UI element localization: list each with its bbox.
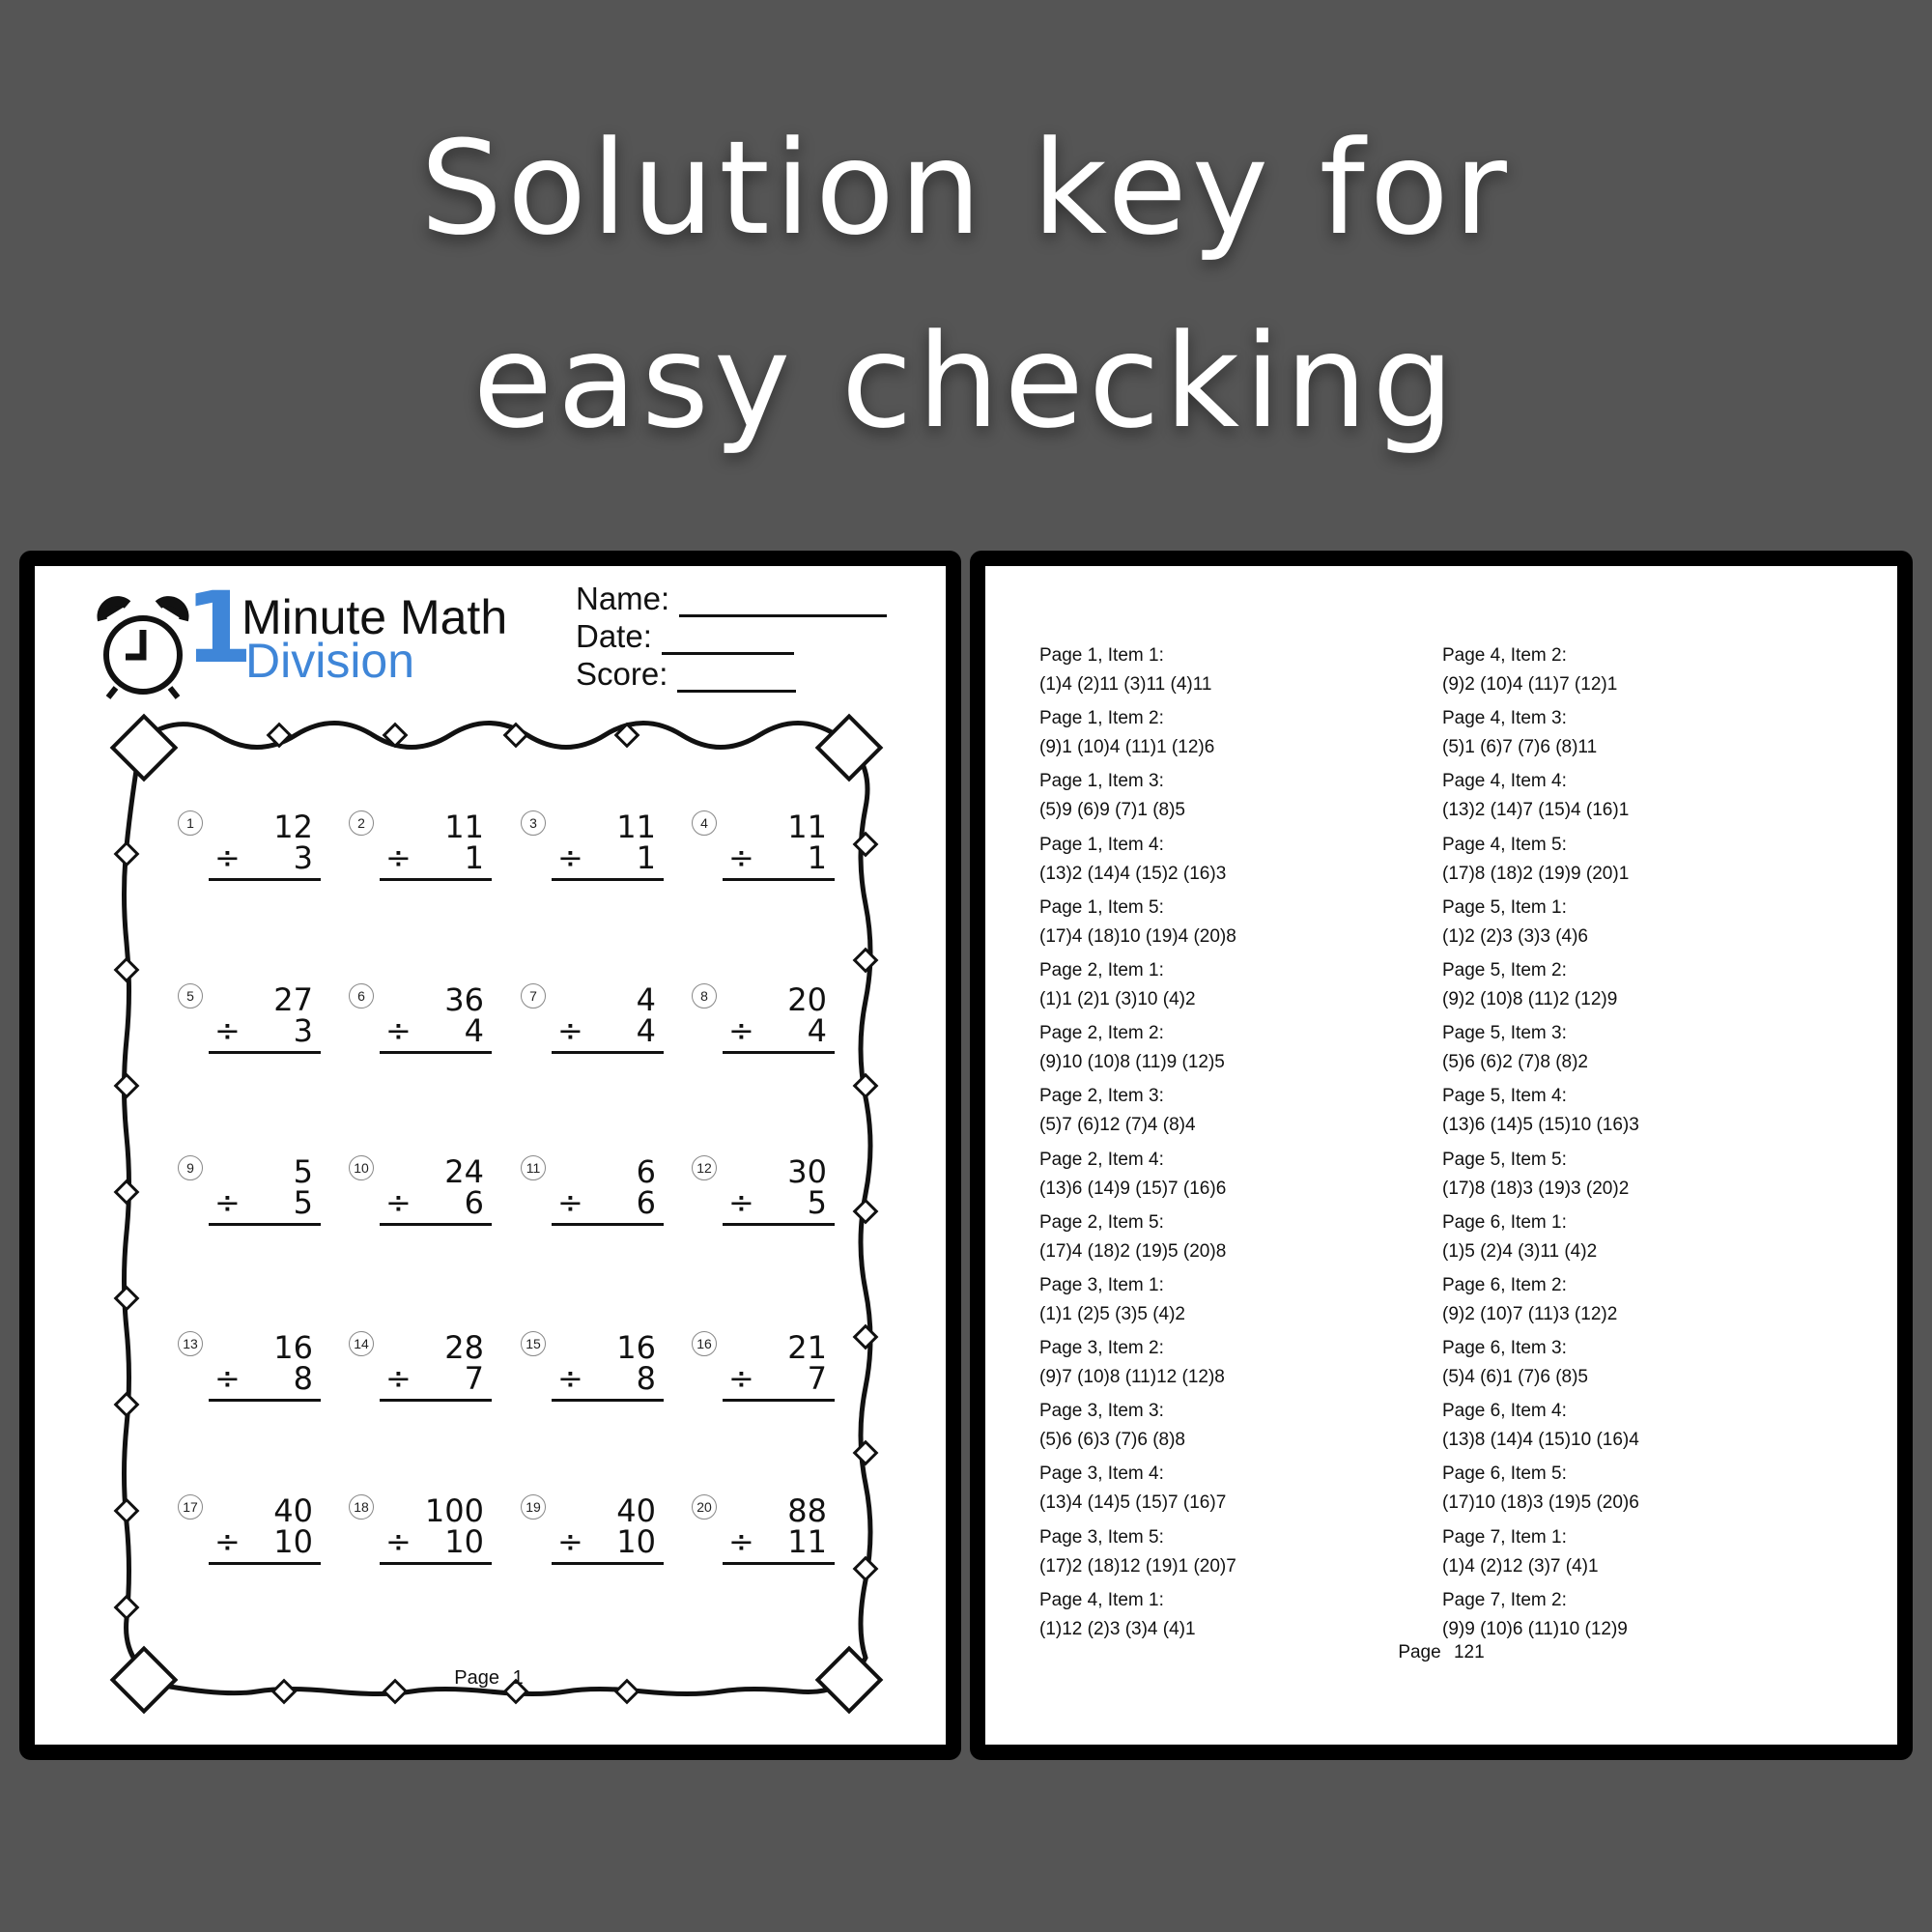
answer-line [209,1399,321,1402]
answer-line [209,1051,321,1054]
key-entry-answers: (13)6 (14)9 (15)7 (16)6 [1039,1178,1227,1199]
problem-number: 17 [178,1494,203,1520]
key-entry [1039,641,1236,704]
divide-sign: ÷ [214,839,241,876]
problem-number: 3 [521,810,546,836]
logo-subtitle: Division [245,634,415,688]
key-entry-answers: (5)6 (6)3 (7)6 (8)8 [1039,1430,1185,1451]
key-page-number: Page 121 [1398,1642,1485,1662]
divide-sign: ÷ [728,839,754,876]
key-entry-title: Page 6, Item 3: [1442,1338,1567,1359]
key-entry [1039,831,1236,894]
dividend: 30 [787,1153,827,1190]
key-entry-title: Page 5, Item 3: [1442,1023,1567,1044]
divisor: 6 [464,1184,484,1221]
answer-line [380,1051,492,1054]
divisor: 1 [636,839,656,876]
answer-line [380,1562,492,1565]
answer-line [723,1223,835,1226]
divisor: 10 [444,1523,484,1560]
divisor: 7 [464,1360,484,1397]
dividend: 12 [273,809,313,845]
key-entry-title: Page 5, Item 1: [1442,896,1567,918]
key-entry-answers: (17)8 (18)3 (19)3 (20)2 [1442,1178,1630,1199]
divide-sign: ÷ [385,839,412,876]
divisor: 4 [636,1012,656,1049]
problem-number: 5 [178,983,203,1009]
key-entry-answers: (17)4 (18)2 (19)5 (20)8 [1039,1240,1227,1262]
key-entry-answers: (1)1 (2)1 (3)10 (4)2 [1039,988,1196,1009]
problem-number: 16 [692,1331,717,1356]
answer-line [209,878,321,881]
divide-sign: ÷ [557,1360,583,1397]
division-problem [692,810,846,888]
key-entry-answers: (13)2 (14)7 (15)4 (16)1 [1442,800,1630,821]
dividend: 40 [616,1492,656,1529]
key-entry-title: Page 6, Item 2: [1442,1274,1567,1295]
key-entry [1039,1397,1236,1460]
answer-line [723,1399,835,1402]
headline-line-2: easy checking [472,306,1460,457]
divisor: 8 [636,1360,656,1397]
key-entry-answers: (9)1 (10)4 (11)1 (12)6 [1039,737,1215,758]
divide-sign: ÷ [385,1184,412,1221]
key-entry [1039,1082,1236,1145]
problem-number: 4 [692,810,717,836]
division-problem [349,983,503,1061]
key-entry-title: Page 4, Item 3: [1442,708,1567,729]
answer-line [552,1562,664,1565]
key-entry [1039,1586,1236,1649]
answer-line [723,1051,835,1054]
key-entry-answers: (17)10 (18)3 (19)5 (20)6 [1442,1492,1639,1514]
key-entry [1039,956,1236,1019]
answer-line [209,1562,321,1565]
key-entry [1039,1460,1236,1522]
problem-number: 8 [692,983,717,1009]
key-entry-title: Page 4, Item 1: [1039,1589,1164,1610]
key-entry [1039,1146,1236,1208]
divide-sign: ÷ [214,1523,241,1560]
divisor: 10 [616,1523,656,1560]
key-entry-title: Page 7, Item 1: [1442,1526,1567,1548]
key-entry-title: Page 4, Item 2: [1442,645,1567,666]
key-entry-title: Page 3, Item 2: [1039,1338,1164,1359]
key-entry-title: Page 3, Item 4: [1039,1463,1164,1485]
date-label: Date: [576,618,652,654]
key-entry-answers: (9)7 (10)8 (11)12 (12)8 [1039,1367,1225,1388]
headline-line-1: Solution key for [420,113,1512,264]
divisor: 10 [273,1523,313,1560]
key-entry [1039,1271,1236,1334]
division-problem [692,1155,846,1233]
problem-number: 18 [349,1494,374,1520]
key-entry-answers: (9)9 (10)6 (11)10 (12)9 [1442,1618,1628,1639]
dividend: 11 [616,809,656,845]
key-entry [1039,704,1236,767]
division-problem [178,1494,332,1572]
problem-number: 9 [178,1155,203,1180]
division-problem [349,810,503,888]
divisor: 8 [293,1360,313,1397]
key-entry-answers: (5)1 (6)7 (7)6 (8)11 [1442,737,1598,758]
answer-line [380,1223,492,1226]
answer-line [723,878,835,881]
divisor: 4 [464,1012,484,1049]
problem-number: 7 [521,983,546,1009]
key-entry-title: Page 3, Item 3: [1039,1401,1164,1422]
problem-number: 10 [349,1155,374,1180]
problem-number: 13 [178,1331,203,1356]
key-entry-answers: (17)8 (18)2 (19)9 (20)1 [1442,863,1630,884]
key-entry [1039,1019,1236,1082]
dividend: 36 [444,981,484,1018]
divisor: 1 [807,839,827,876]
division-problem [521,1155,675,1233]
division-problem [178,1331,332,1408]
key-entry-title: Page 5, Item 5: [1442,1149,1567,1170]
key-entry [1442,767,1639,830]
key-entry-answers: (1)1 (2)5 (3)5 (4)2 [1039,1303,1185,1324]
key-entry-answers: (1)4 (2)11 (3)11 (4)11 [1039,674,1212,695]
key-entry-answers: (9)2 (10)7 (11)3 (12)2 [1442,1303,1618,1324]
dividend: 27 [273,981,313,1018]
problem-number: 2 [349,810,374,836]
divisor: 5 [807,1184,827,1221]
dividend: 16 [616,1329,656,1366]
divisor: 3 [293,839,313,876]
dividend: 40 [273,1492,313,1529]
key-entry [1442,1460,1639,1522]
division-problem [521,983,675,1061]
key-entry-title: Page 3, Item 5: [1039,1526,1164,1548]
divide-sign: ÷ [385,1012,412,1049]
divide-sign: ÷ [214,1184,241,1221]
answer-line [209,1223,321,1226]
dividend: 21 [787,1329,827,1366]
problem-number: 19 [521,1494,546,1520]
dividend: 100 [424,1492,484,1529]
key-entry [1442,1271,1639,1334]
key-entry [1442,641,1639,704]
key-entry-title: Page 5, Item 4: [1442,1086,1567,1107]
key-entry [1442,704,1639,767]
key-entry-title: Page 2, Item 1: [1039,959,1164,980]
key-entry [1442,1019,1639,1082]
divide-sign: ÷ [728,1523,754,1560]
dividend: 11 [787,809,827,845]
key-entry-title: Page 6, Item 4: [1442,1401,1567,1422]
answer-key-column-1 [1039,641,1236,1649]
problem-number: 1 [178,810,203,836]
divisor: 3 [293,1012,313,1049]
problem-number: 6 [349,983,374,1009]
dividend: 20 [787,981,827,1018]
division-problem [349,1155,503,1233]
key-entry-title: Page 2, Item 4: [1039,1149,1164,1170]
problem-number: 15 [521,1331,546,1356]
key-entry-title: Page 1, Item 3: [1039,771,1164,792]
division-problem [178,983,332,1061]
problem-number: 12 [692,1155,717,1180]
dividend: 24 [444,1153,484,1190]
key-entry [1039,1334,1236,1397]
division-problem [692,983,846,1061]
divisor: 4 [807,1012,827,1049]
answer-line [723,1562,835,1565]
key-entry [1442,1208,1639,1271]
divide-sign: ÷ [557,1012,583,1049]
key-entry-title: Page 5, Item 2: [1442,959,1567,980]
divide-sign: ÷ [728,1360,754,1397]
division-problem [692,1494,846,1572]
key-entry-answers: (9)2 (10)4 (11)7 (12)1 [1442,674,1618,695]
problem-number: 14 [349,1331,374,1356]
key-entry [1039,1523,1236,1586]
division-problem [178,1155,332,1233]
logo-number: 1 [185,571,253,686]
key-entry-title: Page 2, Item 3: [1039,1086,1164,1107]
key-entry [1039,767,1236,830]
answer-key-preview [970,551,1913,1760]
divisor: 1 [464,839,484,876]
division-problem [349,1331,503,1408]
divisor: 5 [293,1184,313,1221]
divide-sign: ÷ [214,1012,241,1049]
dividend: 5 [293,1153,313,1190]
divide-sign: ÷ [557,1523,583,1560]
divide-sign: ÷ [728,1012,754,1049]
dividend: 28 [444,1329,484,1366]
key-entry-answers: (9)2 (10)8 (11)2 (12)9 [1442,988,1618,1009]
dividend: 11 [444,809,484,845]
name-label: Name: [576,581,670,616]
key-entry [1442,894,1639,956]
dividend: 6 [636,1153,656,1190]
key-entry-answers: (5)4 (6)1 (7)6 (8)5 [1442,1367,1588,1388]
key-entry [1442,1586,1639,1649]
dividend: 88 [787,1492,827,1529]
answer-line [552,878,664,881]
answer-key-column-2 [1442,641,1639,1649]
key-entry-title: Page 4, Item 4: [1442,771,1567,792]
division-problem [178,810,332,888]
key-entry [1442,831,1639,894]
key-entry-answers: (17)4 (18)10 (19)4 (20)8 [1039,925,1236,947]
key-entry-answers: (5)7 (6)12 (7)4 (8)4 [1039,1115,1196,1136]
key-entry-title: Page 4, Item 5: [1442,834,1567,855]
key-entry-title: Page 6, Item 1: [1442,1211,1567,1233]
divide-sign: ÷ [385,1360,412,1397]
key-entry [1442,1334,1639,1397]
worksheet-preview [19,551,961,1760]
key-entry-title: Page 2, Item 5: [1039,1211,1164,1233]
divisor: 7 [807,1360,827,1397]
divide-sign: ÷ [728,1184,754,1221]
problem-number: 11 [521,1155,546,1180]
key-entry-title: Page 1, Item 5: [1039,896,1164,918]
key-entry [1442,1523,1639,1586]
key-entry-title: Page 6, Item 5: [1442,1463,1567,1485]
answer-line [552,1051,664,1054]
worksheet-page [35,566,946,1745]
key-entry-answers: (1)5 (2)4 (3)11 (4)2 [1442,1240,1598,1262]
key-entry-title: Page 1, Item 4: [1039,834,1164,855]
key-entry [1039,1208,1236,1271]
key-entry-title: Page 2, Item 2: [1039,1023,1164,1044]
key-entry-answers: (1)12 (2)3 (3)4 (4)1 [1039,1618,1196,1639]
key-entry-answers: (5)9 (6)9 (7)1 (8)5 [1039,800,1185,821]
answer-line [380,1399,492,1402]
key-entry [1442,1146,1639,1208]
answer-key-page [985,566,1897,1745]
division-problem [521,810,675,888]
dividend: 4 [636,981,656,1018]
division-problem [521,1331,675,1408]
key-entry-answers: (1)2 (2)3 (3)3 (4)6 [1442,925,1588,947]
divisor: 11 [787,1523,827,1560]
problem-number: 20 [692,1494,717,1520]
dividend: 16 [273,1329,313,1366]
key-entry-answers: (13)4 (14)5 (15)7 (16)7 [1039,1492,1227,1514]
key-entry [1442,1397,1639,1460]
answer-line [380,878,492,881]
divisor: 6 [636,1184,656,1221]
answer-line [552,1223,664,1226]
answer-line [552,1399,664,1402]
key-entry-title: Page 3, Item 1: [1039,1274,1164,1295]
division-problem [521,1494,675,1572]
key-entry-answers: (5)6 (6)2 (7)8 (8)2 [1442,1052,1588,1073]
key-entry-answers: (13)2 (14)4 (15)2 (16)3 [1039,863,1227,884]
page-number: Page 1 [454,1667,524,1689]
key-entry [1039,894,1236,956]
division-problem [349,1494,503,1572]
divide-sign: ÷ [214,1360,241,1397]
key-entry [1442,1082,1639,1145]
divide-sign: ÷ [385,1523,412,1560]
division-problem [692,1331,846,1408]
score-label: Score: [576,656,668,692]
key-entry-title: Page 1, Item 1: [1039,645,1164,666]
key-entry-answers: (1)4 (2)12 (3)7 (4)1 [1442,1555,1599,1577]
key-entry-answers: (13)6 (14)5 (15)10 (16)3 [1442,1115,1639,1136]
headline [0,92,1932,478]
key-entry-answers: (13)8 (14)4 (15)10 (16)4 [1442,1430,1639,1451]
key-entry-title: Page 7, Item 2: [1442,1589,1567,1610]
key-entry-title: Page 1, Item 2: [1039,708,1164,729]
key-entry [1442,956,1639,1019]
key-entry-answers: (9)10 (10)8 (11)9 (12)5 [1039,1052,1225,1073]
logo-title: Minute Math [242,590,508,644]
key-entry-answers: (17)2 (18)12 (19)1 (20)7 [1039,1555,1236,1577]
divide-sign: ÷ [557,839,583,876]
divide-sign: ÷ [557,1184,583,1221]
